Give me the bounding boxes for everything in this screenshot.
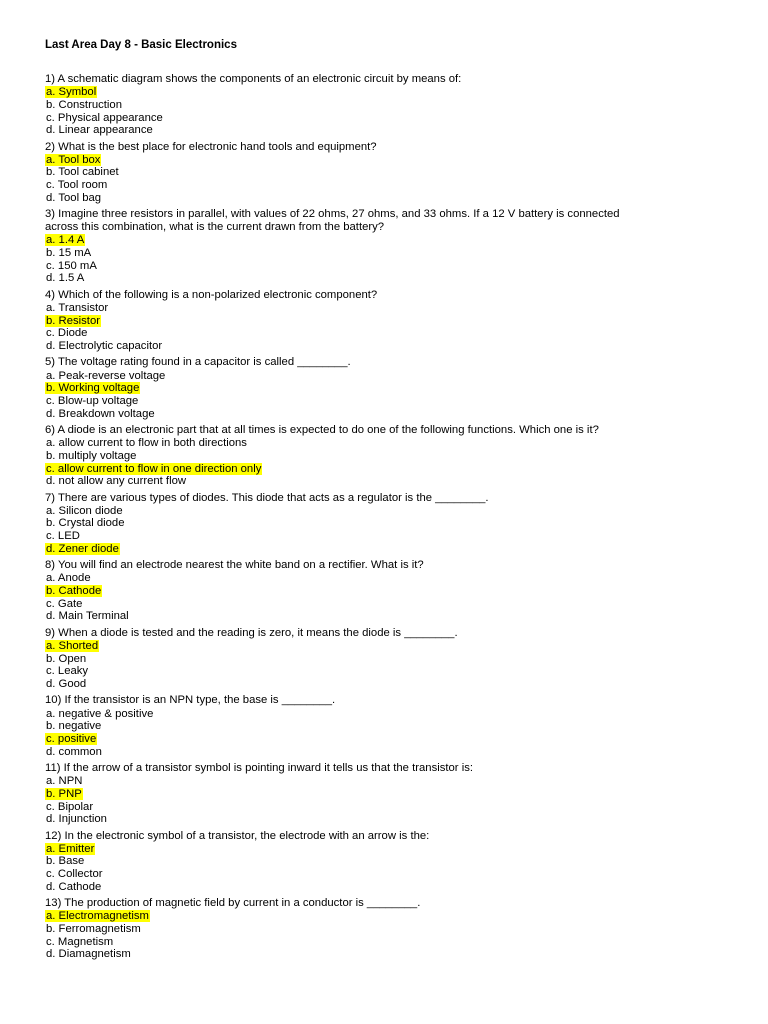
page-title: Last Area Day 8 - Basic Electronics [45,39,237,51]
answer-option-highlighted [45,315,745,328]
question-block [45,830,745,894]
option-label: a. Shorted [46,639,99,652]
answer-option [45,936,745,949]
answer-option [45,610,745,623]
option-label: d. 1.5 A [46,272,85,285]
option-label: a. Electromagnetism [46,910,149,923]
answer-option [45,370,745,383]
option-label: b. 15 mA [46,247,92,260]
question-text: 4) Which of the following is a non-polarized electronic component? [45,288,378,301]
option-label: b. Construction [46,98,122,111]
option-label: c. LED [46,530,80,543]
option-label: a. allow current to flow in both directions [46,437,247,450]
question-block [45,289,745,353]
option-label: c. Tool room [46,179,108,192]
answer-option [45,572,745,585]
answer-option [45,665,745,678]
question-text: 1) A schematic diagram shows the components of an electronic circuit by means of: [45,73,462,85]
answer-option [45,598,745,611]
answer-option [45,720,745,733]
option-label: c. allow current to flow in one direction only [46,462,262,475]
answer-option [45,99,745,112]
option-label: c. Collector [46,868,103,881]
option-label: d. Injunction [46,813,107,826]
answer-option [45,746,745,759]
question-block [45,492,745,556]
question-block [45,694,745,758]
option-label: a. Transistor [46,301,109,314]
answer-option [45,505,745,518]
answer-option [45,437,745,450]
answer-option [45,517,745,530]
option-label: d. not allow any current flow [46,475,187,488]
option-label: b. Tool cabinet [46,166,119,179]
answer-option [45,192,745,205]
option-label: c. 150 mA [46,259,97,272]
answer-option [45,327,745,340]
answer-option [45,247,745,260]
option-label: a. Silicon diode [46,504,123,517]
option-label: a. Anode [46,572,91,585]
option-label: b. Resistor [46,314,100,327]
answer-option [45,450,745,463]
option-label: a. negative & positive [46,707,154,720]
option-label: d. Diamagnetism [46,948,131,961]
question-list [45,73,745,965]
option-label: b. negative [46,720,102,733]
question-block [45,897,745,961]
option-label: a. 1.4 A [46,234,85,247]
question-text: 8) You will find an electrode nearest the white band on a rectifier. What is it? [45,559,424,572]
question-block [45,424,745,488]
answer-option-highlighted [45,463,745,476]
option-label: c. Diode [46,327,88,340]
answer-option [45,179,745,192]
question-text: 3) Imagine three resistors in parallel, with values of 22 ohms, 27 ohms, and 33 ohms. If a 12 V battery is connected across this combination, what is the current drawn from the battery? [45,208,620,234]
answer-option [45,868,745,881]
option-label: d. Cathode [46,880,102,893]
option-label: b. Working voltage [46,382,140,395]
option-label: b. Crystal diode [46,517,125,530]
option-label: a. Emitter [46,842,95,855]
answer-option-highlighted [45,733,745,746]
answer-option [45,124,745,137]
question-text: 2) What is the best place for electronic hand tools and equipment? [45,140,377,153]
answer-option-highlighted [45,843,745,856]
option-label: c. Blow-up voltage [46,394,139,407]
answer-option [45,948,745,961]
option-label: a. NPN [46,775,83,788]
answer-option [45,166,745,179]
question-text: 12) In the electronic symbol of a transistor, the electrode with an arrow is the: [45,829,430,842]
option-label: c. Magnetism [46,935,114,948]
answer-option [45,923,745,936]
answer-option [45,678,745,691]
answer-option-highlighted [45,640,745,653]
answer-option [45,653,745,666]
question-block [45,141,745,205]
answer-option [45,530,745,543]
answer-option-highlighted [45,154,745,167]
answer-option [45,408,745,421]
option-label: b. Ferromagnetism [46,923,141,936]
option-label: d. Good [46,678,87,691]
option-label: b. Cathode [46,585,102,598]
question-block [45,208,745,285]
option-label: d. common [46,745,102,758]
answer-option [45,708,745,721]
option-label: d. Breakdown voltage [46,407,155,420]
answer-option [45,395,745,408]
answer-option [45,813,745,826]
question-block [45,356,745,420]
option-label: c. Physical appearance [46,111,163,124]
question-text: 6) A diode is an electronic part that at all times is expected to do one of the following functions. Which one is it? [45,424,599,437]
answer-option [45,881,745,894]
option-label: d. Main Terminal [46,610,129,623]
option-label: d. Electrolytic capacitor [46,340,163,353]
question-text: 7) There are various types of diodes. This diode that acts as a regulator is the ________. [45,491,489,504]
answer-option-highlighted [45,234,745,247]
option-label: b. PNP [46,787,82,800]
question-block [45,762,745,826]
option-label: c. Gate [46,597,83,610]
option-label: a. Peak-reverse voltage [46,369,166,382]
answer-option [45,855,745,868]
question-block [45,73,745,137]
answer-option-highlighted [45,86,745,99]
answer-option [45,475,745,488]
option-label: d. Zener diode [46,542,119,555]
answer-option [45,272,745,285]
question-text: 9) When a diode is tested and the reading is zero, it means the diode is ________. [45,626,458,639]
option-label: b. Open [46,652,87,665]
option-label: c. positive [46,732,97,745]
option-label: a. Tool box [46,153,101,166]
question-text: 10) If the transistor is an NPN type, the base is ________. [45,694,336,707]
answer-option-highlighted [45,788,745,801]
option-label: b. multiply voltage [46,449,137,462]
option-label: c. Leaky [46,665,89,678]
option-label: d. Tool bag [46,191,102,204]
question-text: 11) If the arrow of a transistor symbol is pointing inward it tells us that the transistor is: [45,762,473,775]
answer-option [45,801,745,814]
answer-option-highlighted [45,585,745,598]
answer-option [45,775,745,788]
option-label: c. Bipolar [46,800,94,813]
answer-option-highlighted [45,910,745,923]
question-text: 5) The voltage rating found in a capacitor is called ________. [45,356,351,369]
answer-option [45,340,745,353]
question-text: 13) The production of magnetic field by current in a conductor is ________. [45,897,421,910]
option-label: d. Linear appearance [46,124,153,137]
question-block [45,559,745,623]
answer-option-highlighted [45,543,745,556]
answer-option [45,260,745,273]
answer-option [45,302,745,315]
option-label: b. Base [46,855,85,868]
answer-option [45,112,745,125]
option-label: a. Symbol [46,86,97,99]
question-block [45,627,745,691]
answer-option-highlighted [45,382,745,395]
